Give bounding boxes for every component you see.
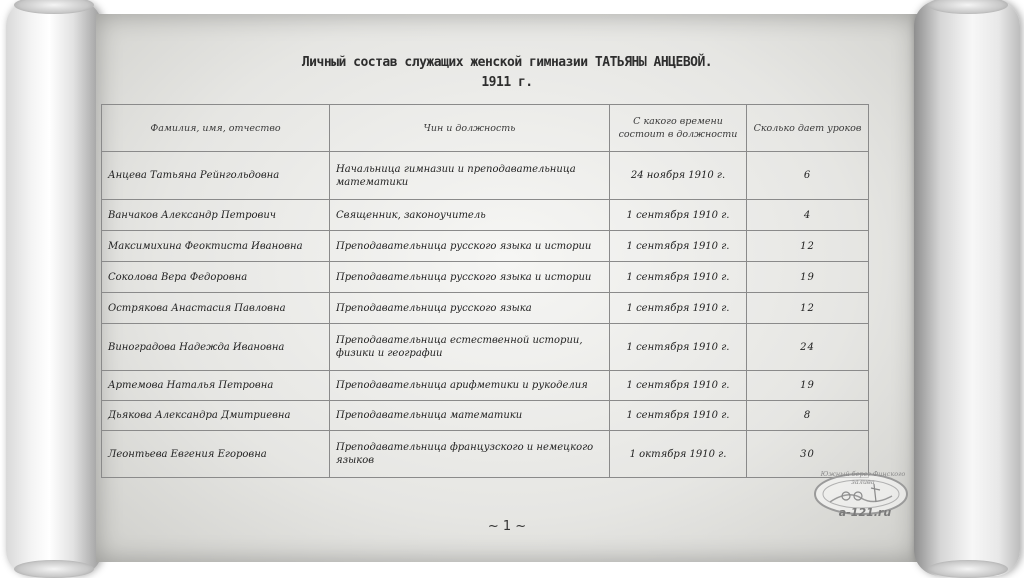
cell-lessons: 12	[747, 293, 869, 324]
scroll-rod-left	[6, 0, 102, 576]
header-since: С какого времени состоит в должности	[610, 105, 747, 152]
cell-position: Преподавательница арифметики и рукоделия	[330, 371, 610, 401]
header-name: Фамилия, имя, отчество	[102, 105, 330, 152]
cell-name: Виноградова Надежда Ивановна	[102, 324, 330, 371]
cell-name: Леонтьева Евгения Егоровна	[102, 431, 330, 478]
cell-lessons: 19	[747, 262, 869, 293]
cell-lessons: 19	[747, 371, 869, 401]
document-title: Личный состав служащих женской гимназии ТАТЬЯНЫ АНЦЕВОЙ.	[301, 55, 713, 70]
cell-name: Артемова Наталья Петровна	[102, 371, 330, 401]
table-row	[102, 371, 869, 401]
table-row	[102, 401, 869, 431]
cell-name: Ванчаков Александр Петрович	[102, 200, 330, 231]
cell-since: 1 сентября 1910 г.	[610, 200, 747, 231]
cell-name: Дьякова Александра Дмитриевна	[102, 401, 330, 431]
table-row	[102, 431, 869, 478]
cell-position: Священник, законоучитель	[330, 200, 610, 231]
cell-since: 1 сентября 1910 г.	[610, 401, 747, 431]
document-year: 1911 г.	[481, 75, 533, 90]
cell-name: Острякова Анастасия Павловна	[102, 293, 330, 324]
cell-position: Преподавательница русского языка	[330, 293, 610, 324]
cell-since: 1 сентября 1910 г.	[610, 324, 747, 371]
header-position: Чин и должность	[330, 105, 610, 152]
cell-lessons: 4	[747, 200, 869, 231]
cell-lessons: 8	[747, 401, 869, 431]
table-row	[102, 231, 869, 262]
table-row	[102, 262, 869, 293]
table-row	[102, 293, 869, 324]
cell-position: Преподавательница математики	[330, 401, 610, 431]
cell-position: Начальница гимназии и преподавательница математики	[330, 152, 610, 200]
cell-since: 1 сентября 1910 г.	[610, 371, 747, 401]
staff-table	[101, 104, 869, 478]
cell-since: 1 сентября 1910 г.	[610, 231, 747, 262]
cell-lessons: 24	[747, 324, 869, 371]
table-header-row	[102, 105, 869, 152]
table-row	[102, 152, 869, 200]
table-row	[102, 324, 869, 371]
cell-lessons: 12	[747, 231, 869, 262]
scroll-paper	[96, 14, 918, 562]
cell-since: 1 сентября 1910 г.	[610, 293, 747, 324]
cell-name: Анцева Татьяна Рейнгольдовна	[102, 152, 330, 200]
stamp-url: a-121.ru	[838, 506, 892, 519]
cell-since: 1 сентября 1910 г.	[610, 262, 747, 293]
cell-position: Преподавательница русского языка и истории	[330, 262, 610, 293]
scroll-rod-left-bottom-cap	[14, 560, 94, 578]
table-row	[102, 200, 869, 231]
cell-position: Преподавательница французского и немецкого языков	[330, 431, 610, 478]
cell-name: Соколова Вера Федоровна	[102, 262, 330, 293]
page-number: ~ 1 ~	[487, 519, 527, 534]
cell-since: 1 октября 1910 г.	[610, 431, 747, 478]
header-lessons: Сколько дает уроков	[747, 105, 869, 152]
cell-position: Преподавательница естественной истории, физики и географии	[330, 324, 610, 371]
cell-since: 24 ноября 1910 г.	[610, 152, 747, 200]
scroll-rod-right-bottom-cap	[928, 560, 1008, 578]
scroll-rod-right	[914, 0, 1020, 576]
stamp-text: Южный берег Финского залива	[820, 470, 906, 486]
cell-lessons: 6	[747, 152, 869, 200]
cell-lessons: 30	[747, 431, 869, 478]
cell-name: Максимихина Феоктиста Ивановна	[102, 231, 330, 262]
cell-position: Преподавательница русского языка и истории	[330, 231, 610, 262]
